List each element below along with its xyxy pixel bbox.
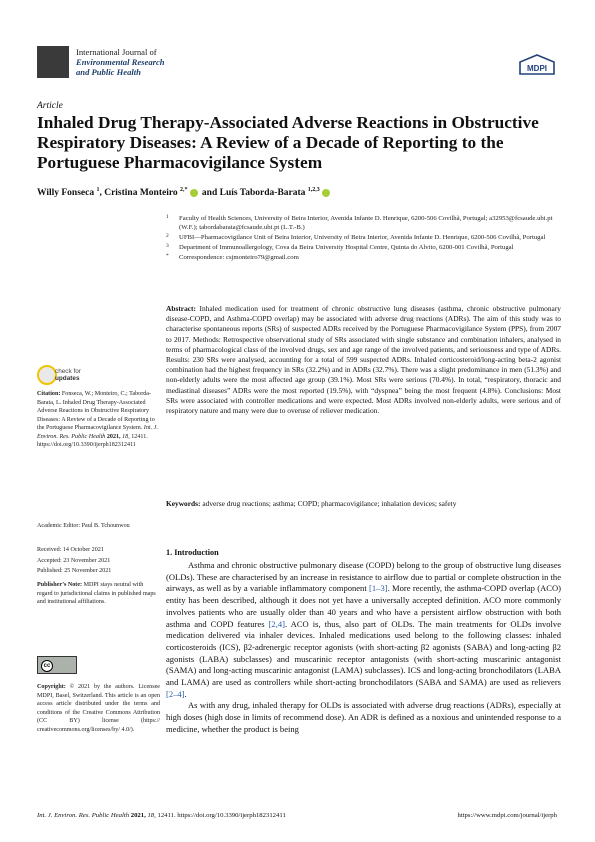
- affiliation-item: [166, 243, 561, 252]
- affiliation-number: *: [166, 253, 169, 260]
- publisher-note-text: MDPI stays neutral with regard to jurisdictional claims in published maps and institutional affiliations.: [37, 582, 156, 605]
- paragraph-text: . More recently, the asthma-COPD overlap (ACO) entity has been described, although it does not yet have a universally accepted definition. ACO more commonly involves patients who are usually older than 40 years and who have a persistent airflow obstruction with both asthma and COPD features: [166, 583, 561, 629]
- date-received: Received: 14 October 2021: [37, 547, 104, 553]
- academic-editor: Academic Editor: Paul B. Tchounwou: [37, 523, 130, 529]
- citation-text: Fonseca, W.; Monteiro, C.; Taborda-Barata, L. Inhaled Drug Therapy-Associated Adverse Reactions in Obstructive Respiratory Diseases: A Review of a Decade of Reporting to the Portuguese Pharmacovigilance System.: [37, 391, 155, 431]
- footer-year: 2021,: [129, 812, 148, 819]
- cc-by-license-icon[interactable]: [37, 656, 77, 674]
- journal-name-line3: and Public Health: [76, 67, 141, 77]
- affiliation-item: [166, 233, 561, 242]
- check-updates-icon: [37, 365, 57, 385]
- affiliation-number: 3: [166, 243, 169, 250]
- footer-citation: [37, 812, 286, 819]
- check-updates-line1: check for: [55, 368, 81, 375]
- affiliations: [166, 214, 561, 263]
- publisher-note-label: Publisher’s Note:: [37, 582, 83, 588]
- journal-logo: [37, 46, 69, 78]
- reference-link[interactable]: [1–3]: [369, 583, 388, 594]
- abstract: [166, 304, 561, 416]
- citation-volume: 18: [122, 433, 129, 440]
- citation-label: Citation:: [37, 391, 61, 397]
- copyright-label: Copyright:: [37, 684, 66, 690]
- author-affil-mark: 1: [96, 187, 100, 193]
- check-for-updates-badge[interactable]: [37, 365, 97, 387]
- citation-block: [37, 390, 160, 450]
- paragraph: As with any drug, inhaled therapy for OLDs is associated with adverse drug reactions (ADRs), especially at high doses (high dose in limits of recommend dose). An ADR is defined as a noxious and unintended response to a medicine, whether the product is being: [166, 700, 561, 734]
- section-heading: 1. Introduction: [166, 548, 219, 557]
- author-list: [37, 187, 557, 198]
- date-accepted: Accepted: 23 November 2021: [37, 557, 111, 564]
- author-name[interactable]: Cristina Monteiro: [104, 188, 178, 199]
- affiliation-text: Correspondence: csjmonteiro79@gmail.com: [179, 254, 299, 262]
- citation-journal: Int. J. Environ. Res. Public Health: [37, 425, 158, 440]
- footer-journal-url[interactable]: https://www.mdpi.com/journal/ijerph: [457, 812, 557, 819]
- journal-name-line1: International Journal of: [76, 47, 157, 57]
- article-type: Article: [37, 101, 63, 111]
- orcid-icon[interactable]: [322, 189, 330, 197]
- keywords-text: adverse drug reactions; asthma; COPD; pharmacovigilance; inhalation devices; safety: [200, 499, 457, 508]
- journal-name: [76, 47, 236, 77]
- affiliation-text: UFBI—Pharmacovigilance Unit of Beira Interior, University of Beira Interior, Avenida Infante D. Henrique, 6200-506 Covilhã, Portugal: [179, 234, 546, 242]
- journal-name-line2: Environmental Research: [76, 57, 165, 67]
- abstract-label: Abstract:: [166, 304, 196, 313]
- author-affil-mark: 1,2,3: [307, 187, 320, 193]
- mdpi-logo: [518, 54, 556, 76]
- check-updates-line2: updates: [55, 375, 80, 382]
- mdpi-logo-text: MDPI: [527, 64, 547, 73]
- footer-volume: 18: [147, 812, 155, 819]
- orcid-icon[interactable]: [190, 189, 198, 197]
- paragraph-text: Asthma and chronic obstructive pulmonary disease (COPD) belong to the group of obstructive lung diseases (OLDs). These are characterised by an increase in resistance to airflow due to partial or complete obstruction in the airways, as well as by a variable inflammatory component: [166, 560, 561, 594]
- keywords-label: Keywords:: [166, 499, 201, 508]
- affiliation-text: Department of Immunoallergology, Cova da Beira University Hospital Centre, Quinta do Alvito, 6200-001 Covilhã, Portugal: [179, 244, 514, 252]
- keywords: [166, 499, 561, 509]
- copyright-text: © 2021 by the authors. Licensee MDPI, Basel, Switzerland. This article is an open access article distributed under the terms and conditions of the Creative Commons Attribution (CC BY) license (https:// creativecommons.org/licenses/by/ 4.0/).: [37, 684, 160, 733]
- footer-doi[interactable]: , 12411. https://doi.org/10.3390/ijerph182312411: [154, 812, 286, 819]
- affiliation-number: 1: [166, 214, 169, 220]
- citation-year: 2021,: [105, 433, 123, 440]
- author-affil-mark: 2,*: [180, 187, 188, 193]
- introduction-body: [166, 560, 561, 736]
- author-separator: ,: [99, 188, 105, 199]
- cc-icon: cc: [41, 660, 53, 672]
- affiliation-item: [166, 214, 561, 233]
- affiliation-number: 2: [166, 233, 169, 240]
- copyright-block: [37, 683, 160, 734]
- abstract-text: Inhaled medication used for treatment of chronic obstructive lung diseases (asthma, chronic obstructive pulmonary disease-COPD, and Asthma-COPD overlap) may be associated with adverse drug reactions (ADRs). The aim of this study was to characterise spontaneous reports (SRs) of suspected ADRs received by the Portuguese Pharmacovigilance System (PPS), from 2007 to 2017. Methods: Retrospective observational study of SRs associated with single substance and combination inhalers, analysed in terms of pharmacological class of the involved drugs, sex and age range of the involved patients, and seriousness and type of ADRs. Results: 230 SRs were analysed, accounting for a total of 599 suspected ADRs. Inhaled corticosteroid/long-acting beta-2 agonist combination had the highest frequency in SRs (32.2%) and in ADRs (32.7%). There was a slight predominance in men (51.3%) and non-elderly adults were the most affected age group (39.1%). Most SRs were serious (70.4%). In total, “respiratory, thoracic and mediastinal diseases” ADRs were the most reported (19.5%), with “dyspnea” being the most frequent (4.8%). Conclusions: Most SRs were associated with controller medications and were expected. Most ADRs involved non-elderly adults, were serious and of respiratory nature and many were due to overuse of reliever medication.: [166, 304, 561, 416]
- affiliation-item: [166, 253, 561, 262]
- paragraph-text: . ACO is, thus, also part of OLDs. The main treatments for OLDs involve medication delivered via inhaler devices. Inhaled medications used belong to the following classes: inhaled corticosteroids (ICS), β2-adrenergic receptor agonists (with short-acting β2 agonists (SABA) and long-acting β2 agonists (LABA) subclasses) and muscarinic receptor antagonists (with short-acting muscarinic antagonist (SAMA) and long-acting muscarinic antagonist (LAMA) subclasses). ICS and long-acting bronchodilators (LABA and LAMA) are used as controllers while short-acting bronchodilators (SABA and SAMA) are used as relievers: [166, 618, 561, 688]
- paper-title: Inhaled Drug Therapy-Associated Adverse Reactions in Obstructive Respiratory Diseases: A Review of a Decade of Reporting to the Portuguese Pharmacovigilance System: [37, 113, 539, 172]
- page-footer: [37, 812, 557, 819]
- article-dates: [37, 546, 160, 578]
- author-name[interactable]: Willy Fonseca: [37, 188, 95, 199]
- publisher-note: [37, 581, 160, 607]
- paragraph-text: .: [184, 688, 187, 699]
- citation-doi[interactable]: , 12411. https://doi.org/10.3390/ijerph182312411: [37, 433, 148, 448]
- date-published: Published: 25 November 2021: [37, 568, 112, 574]
- footer-journal: Int. J. Environ. Res. Public Health: [37, 812, 130, 819]
- paragraph: [166, 560, 561, 700]
- affiliation-text: Faculty of Health Sciences, University of Beira Interior, Avenida Infante D. Henrique, 6200-506 Covilhã, Portugal; a32953@fcsaude.ubi.pt (W.F.); tabordabarata@fcsaude.ubi.pt (L.T.-B.): [179, 215, 553, 232]
- reference-link[interactable]: [2–4]: [166, 688, 185, 699]
- reference-link[interactable]: [2,4]: [268, 618, 285, 629]
- author-separator: and: [199, 188, 220, 199]
- author-name[interactable]: Luís Taborda-Barata: [219, 188, 306, 199]
